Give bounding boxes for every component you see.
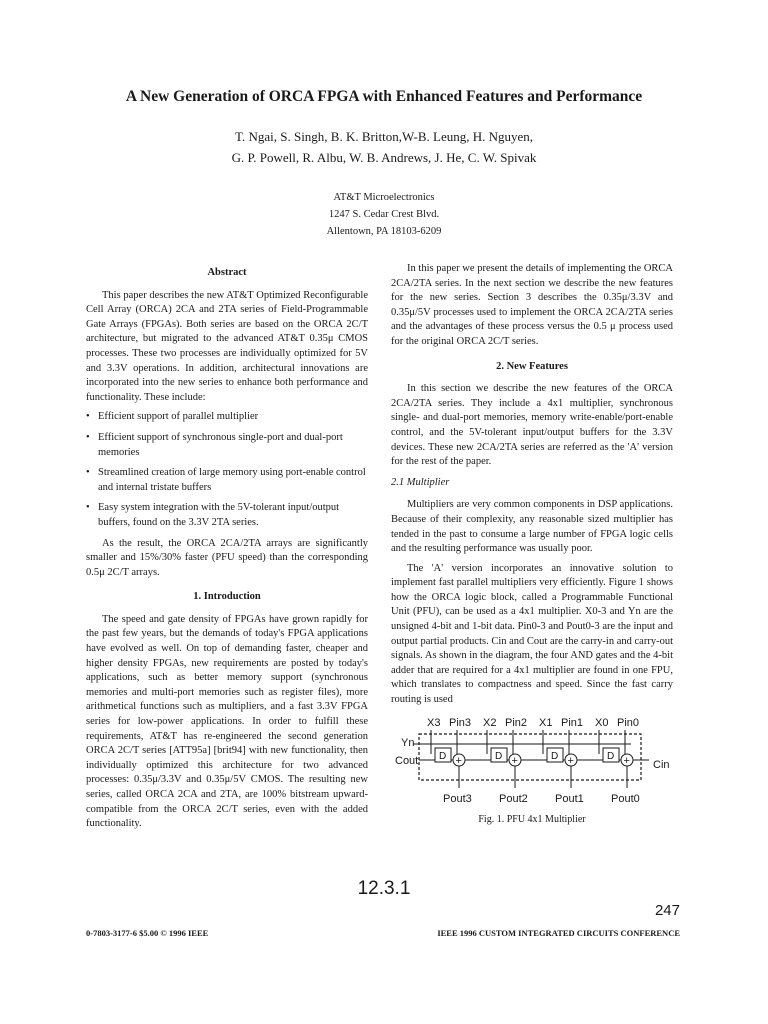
bullet-icon: •: [86, 411, 90, 423]
introduction-paragraph: The speed and gate density of FPGAs have grown rapidly for the past few years, but the demands of today's FPGA applications have evolved as well. On top of demanding faster, cheaper and higher density FPGAs, new requirements are posted by today's applications, such as better memory support (synchronous memories and multi-port memories such as register files), more arithmetical functions such as multipliers, and a fast 3.3V FPGA series for low-power applications. In order to fulfill these requirements, AT&T has re-engineered the second generation ORCA 2C/T series [ATT95a] [brit94] with new functionality, then individually optimized this architecture for two advanced processes: 0.35μ/3.3V and 0.35μ/5V CMOS. The resulting new series, called ORCA 2CA and 2TA, are 100% bitstream upward-compatible from the ORCA 2C/T series, even with the added functionality.: [86, 613, 368, 830]
right-column: [391, 262, 673, 827]
adder-symbol: +: [455, 754, 462, 767]
label-pin0: Pin0: [617, 716, 640, 729]
label-pout1: Pout1: [555, 792, 584, 805]
label-x0: X0: [595, 716, 609, 729]
list-item-text: Easy system integration with the 5V-tolerant input/output buffers, found on the 3.3V 2TA series.: [98, 502, 340, 528]
list-item: [86, 431, 368, 460]
affiliation-line: AT&T Microelectronics: [333, 192, 435, 203]
multiplier-paragraph: Multipliers are very common components in DSP applications. Because of their complexity, any reasonable sized multiplier has tended in the past to consume a large number of FPGA logic cells and the resulting performance was usually poor.: [391, 499, 673, 555]
multiplier-paragraph: The 'A' version incorporates an innovative solution to implement fast parallel multipliers very efficiently. Figure 1 shows how the ORCA logic block, called a Programmable Functional Unit (PFU), can be used as a 4x1 multiplier. X0-3 and Yn are the unsigned 4-bit and 1-bit data. Pin0-3 and Pout0-3 are the input and output partial products. Cin and Cout are the carry-in and carry-out signals. As shown in the diagram, the four AND gates and the 4-bit adder that are required for a 4x1 multiplier are found in one FPU, which translates to compactness and speed. Since the fast carry routing is used: [391, 562, 673, 706]
paper-title: A New Generation of ORCA FPGA with Enhanced Features and Performance: [125, 88, 643, 105]
label-x3: X3: [427, 716, 441, 729]
figure-caption: Fig. 1. PFU 4x1 Multiplier: [478, 813, 586, 825]
label-pin1: Pin1: [561, 716, 584, 729]
and-gate-symbol: D: [551, 750, 559, 762]
label-pout2: Pout2: [499, 792, 528, 805]
copyright-footer: 0-7803-3177-6 $5.00 © 1996 IEEE: [86, 928, 209, 938]
section-number: 12.3.1: [357, 878, 411, 899]
new-features-heading: 2. New Features: [496, 360, 568, 372]
author-list: [0, 126, 768, 168]
bullet-icon: •: [86, 502, 90, 514]
author-line: G. P. Powell, R. Albu, W. B. Andrews, J. He, C. W. Spivak: [231, 150, 537, 165]
introduction-heading: 1. Introduction: [193, 591, 261, 603]
list-item: [86, 501, 368, 530]
label-x2: X2: [483, 716, 497, 729]
label-cin: Cin: [653, 758, 670, 771]
conference-footer: IEEE 1996 CUSTOM INTEGRATED CIRCUITS CONFERENCE: [437, 928, 680, 938]
feature-list: [86, 410, 368, 530]
label-pout0: Pout0: [611, 792, 640, 805]
author-line: T. Ngai, S. Singh, B. K. Britton,W-B. Leung, H. Nguyen,: [234, 129, 534, 144]
list-item-text: Efficient support of parallel multiplier: [98, 411, 259, 423]
list-item: [86, 410, 368, 425]
paper-overview-paragraph: In this paper we present the details of implementing the ORCA 2CA/2TA series. In the next section we describe the new features for the new series. Section 3 describes the 0.35μ/3.3V and 0.35μ/5V processes used to implement the ORCA 2CA/2TA series and the advantages of these process versus the 0.5 μ process used for the original ORCA 2C/T series.: [391, 263, 673, 347]
label-pin2: Pin2: [505, 716, 528, 729]
figure-1: [391, 714, 673, 828]
adder-symbol: +: [567, 754, 574, 767]
bullet-icon: •: [86, 467, 90, 479]
adder-symbol: +: [511, 754, 518, 767]
abstract-closing: As the result, the ORCA 2CA/2TA arrays are significantly smaller and 15%/30% faster (PFU speed) than the corresponding 0.5μ 2C/T arrays.: [86, 537, 368, 578]
affiliation-line: Allentown, PA 18103-6209: [326, 226, 442, 237]
and-gate-symbol: D: [439, 750, 447, 762]
label-yn: Yn: [401, 736, 415, 749]
label-pout3: Pout3: [443, 792, 472, 805]
multiplier-heading: 2.1 Multiplier: [391, 476, 450, 488]
abstract-paragraph: This paper describes the new AT&T Optimized Reconfigurable Cell Array (ORCA) 2CA and 2TA series of Field-Programmable Gate Arrays (FPGAs). Both series are based on the ORCA 2C/T architecture, but migrated to the advanced AT&T 0.35μ CMOS processes. These two processes are individually optimized for 5V and 3.3V operations. In addition, architectural innovations are incorporated into the new series to enhance both performance and functionality. These include:: [86, 289, 368, 403]
new-features-paragraph: In this section we describe the new features of the ORCA 2CA/2TA series. They include a 4x1 multiplier, synchronous single- and dual-port memories, memory write-enable/port-enable control, and the 5V-tolerant input/output buffers for the 3.3V devices. These new 2CA/2TA series are referred as the 'A' version for the rest of the paper.: [391, 383, 673, 468]
left-column: [86, 262, 368, 837]
multiplier-diagram: [391, 714, 673, 810]
abstract-heading: Abstract: [207, 267, 247, 278]
affiliation-line: 1247 S. Cedar Crest Blvd.: [328, 209, 440, 220]
label-x1: X1: [539, 716, 553, 729]
list-item-text: Streamlined creation of large memory using port-enable control and internal tristate buffers: [98, 467, 366, 493]
list-item: [86, 466, 368, 495]
list-item-text: Efficient support of synchronous single-port and dual-port memories: [98, 431, 343, 458]
adder-symbol: +: [623, 754, 630, 767]
and-gate-symbol: D: [607, 750, 615, 762]
and-gate-symbol: D: [495, 750, 503, 762]
affiliation: [0, 189, 768, 240]
label-cout: Cout: [395, 754, 419, 767]
page-number: 247: [654, 902, 680, 919]
label-pin3: Pin3: [449, 716, 472, 729]
bullet-icon: •: [86, 431, 90, 443]
